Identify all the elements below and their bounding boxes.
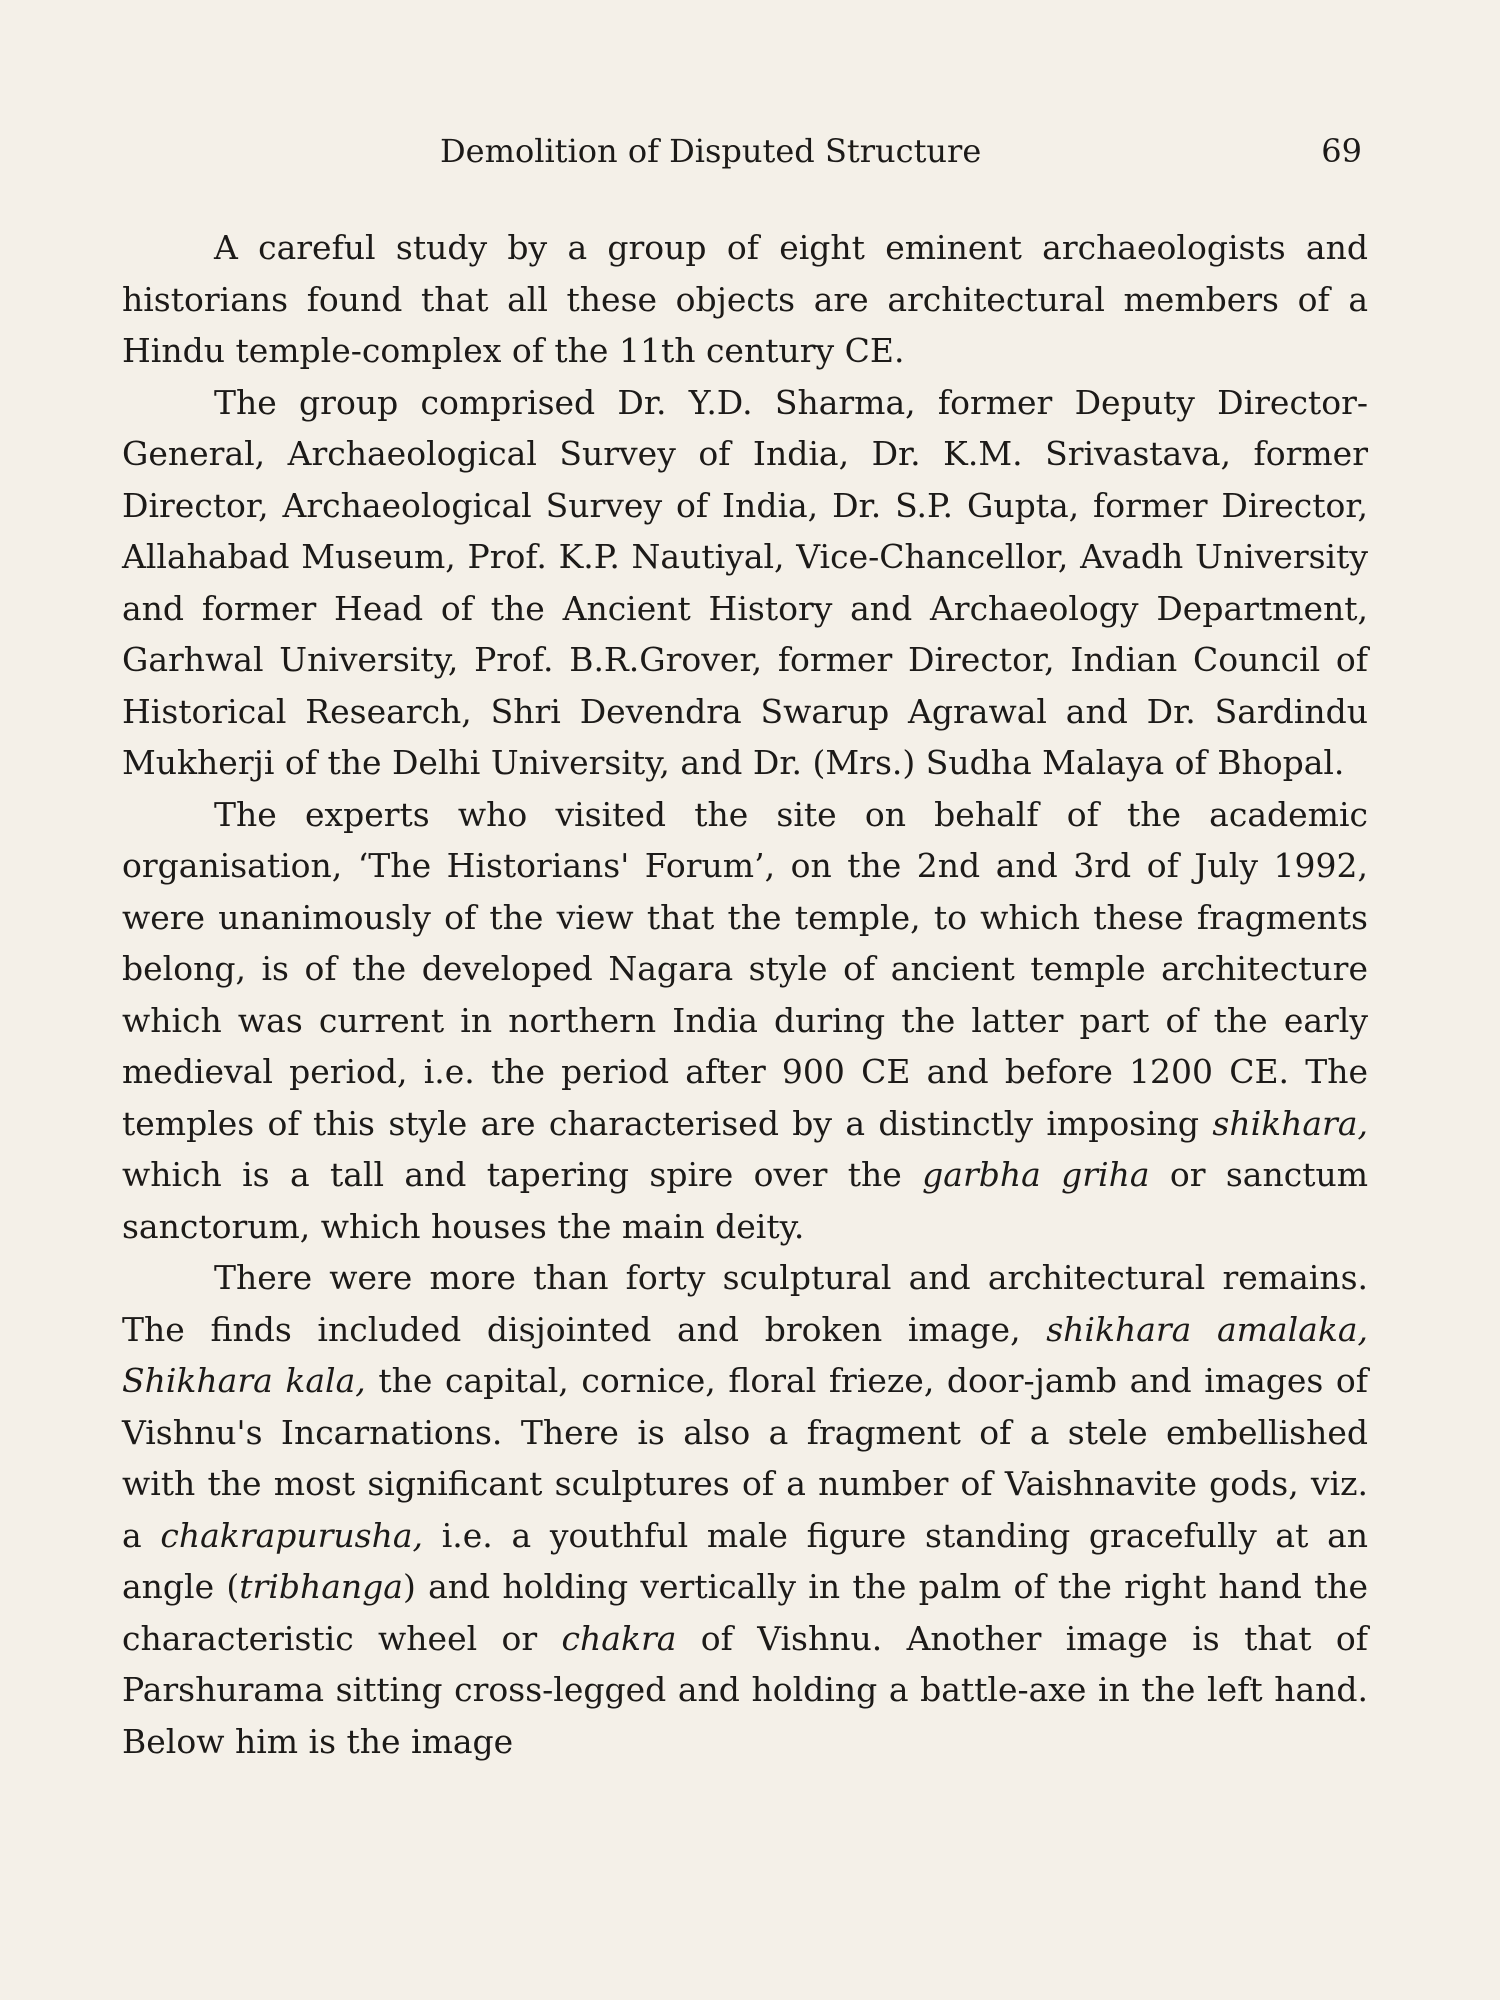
- italic-term: chakra: [561, 1618, 677, 1658]
- italic-term: shikhara amalaka, Shikhara kala,: [122, 1309, 1368, 1400]
- running-title: Demolition of Disputed Structure: [440, 132, 982, 170]
- text-segment: i.e. a youthful male figure standing gracefully at an angle (: [122, 1515, 1368, 1606]
- text-segment: There were more than forty sculptural and architectural remains. The finds included disjointed and broken image,: [122, 1258, 1368, 1349]
- italic-term: garbha griha: [922, 1155, 1150, 1194]
- italic-term: chakrapurusha,: [160, 1515, 424, 1555]
- paragraph-4: [122, 1252, 1368, 1767]
- text-segment: which is a tall and tapering spire over the: [122, 1155, 923, 1194]
- text-segment: A careful study by a group of eight eminent archaeologists and historians found that all these objects are architectural members of a Hindu temple-complex of the 11th century CE.: [122, 228, 1368, 370]
- running-header: [122, 126, 1362, 176]
- paragraph-3: [122, 789, 1368, 1253]
- paragraph-1: [122, 222, 1368, 377]
- page-number: 69: [1321, 132, 1362, 170]
- body-text: [122, 222, 1368, 1767]
- text-segment: of Vishnu. Another image is that of Parshurama sitting cross-legged and holding a battle-axe in the left hand. Below him is the image: [122, 1618, 1368, 1761]
- text-segment: the capital, cornice, floral frieze, door-jamb and images of Vishnu's Incarnations. There is also a fragment of a stele embellished with the most significant sculptures of a number of Vaishnavite gods, viz. a: [122, 1361, 1368, 1555]
- italic-term: tribhanga: [239, 1567, 403, 1606]
- paragraph-2: [122, 377, 1368, 789]
- text-segment: or sanctum sanctorum, which houses the main deity.: [122, 1155, 1369, 1246]
- text-segment: ) and holding vertically in the palm of the right hand the characteristic wheel or: [122, 1567, 1369, 1658]
- text-segment: The experts who visited the site on behalf of the academic organisation, ‘The Historians' Forum’, on the 2nd and 3rd of July 1992, were unanimously of the view that the temple, to which these fragments belong, is of the developed Nagara style of ancient temple architecture which was current in northern India during the latter part of the early medieval period, i.e. the period after 900 CE and before 1200 CE. The temples of this style are characterised by a distinctly imposing: [122, 794, 1368, 1143]
- text-segment: The group comprised Dr. Y.D. Sharma, former Deputy Director-General, Archaeological Survey of India, Dr. K.M. Srivastava, former Director, Archaeological Survey of India, Dr. S.P. Gupta, former Director, Allahabad Museum, Prof. K.P. Nautiyal, Vice-Chancellor, Avadh University and former Head of the Ancient History and Archaeology Department, Garhwal University, Prof. B.R.Grover, former Director, Indian Council of Historical Research, Shri Devendra Swarup Agrawal and Dr. Sardindu Mukherji of the Delhi University, and Dr. (Mrs.) Sudha Malaya of Bhopal.: [122, 382, 1368, 782]
- italic-term: shikhara,: [1212, 1103, 1368, 1143]
